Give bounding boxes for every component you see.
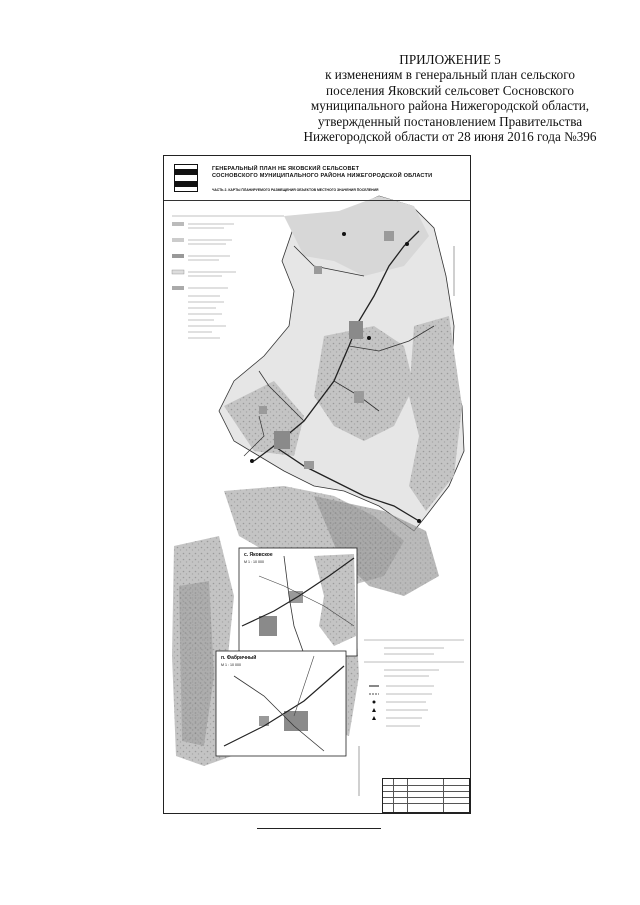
footer-rule: [257, 828, 381, 829]
map-subtitle: ЧАСТЬ 2. КАРТЫ ПЛАНИРУЕМОГО РАЗМЕЩЕНИЯ ОБЪЕКТОВ МЕСТНОГО ЗНАЧЕНИЯ ПОСЕЛЕНИЯ: [212, 188, 379, 192]
appendix-header: [270, 52, 630, 144]
inset-1-title: с. Яковское: [244, 552, 273, 558]
appendix-title: ПРИЛОЖЕНИЕ 5: [399, 52, 501, 67]
map-title-block: [164, 156, 470, 201]
institute-logo: [174, 164, 198, 192]
settlement: [384, 231, 394, 241]
map-drawing: [164, 156, 470, 813]
settlement: [259, 406, 267, 414]
settlement: [354, 391, 364, 403]
header-line: утвержденный постановлением Правительства: [317, 113, 583, 129]
node-marker: [250, 459, 254, 463]
header-line: к изменениям в генеральный план сельского: [325, 67, 575, 83]
header-line: муниципального района Нижегородской области,: [310, 98, 590, 114]
inset-2-title: п. Фабричный: [221, 655, 257, 661]
settlement: [304, 461, 314, 469]
legend-upper: [172, 216, 284, 338]
settlement: [349, 321, 363, 339]
forest-area: [409, 316, 462, 511]
settlement: [314, 266, 322, 274]
settlement: [274, 431, 290, 449]
inset-2-scale: М 1 : 10 000: [221, 663, 241, 667]
header-line: поселения Яковский сельсовет Сосновского: [326, 82, 574, 98]
node-marker: [417, 519, 421, 523]
title-block-stamp: [382, 778, 470, 813]
header-line: Нижегородской области от 28 июня 2016 года №396: [303, 129, 597, 145]
inset-1-scale: М 1 : 10 000: [244, 560, 264, 564]
master-plan-map: [163, 155, 471, 814]
map-title: ГЕНЕРАЛЬНЫЙ ПЛАН НЕ ЯКОВСКИЙ СЕЛЬСОВЕТ СОСНОВСКОГО МУНИЦИПАЛЬНОГО РАЙОНА НИЖЕГОРОДСКОЙ ОБЛАСТИ: [212, 166, 433, 179]
node-marker: [342, 232, 346, 236]
legend-lower: [364, 640, 464, 726]
node-marker: [367, 336, 371, 340]
node-marker: [405, 242, 409, 246]
